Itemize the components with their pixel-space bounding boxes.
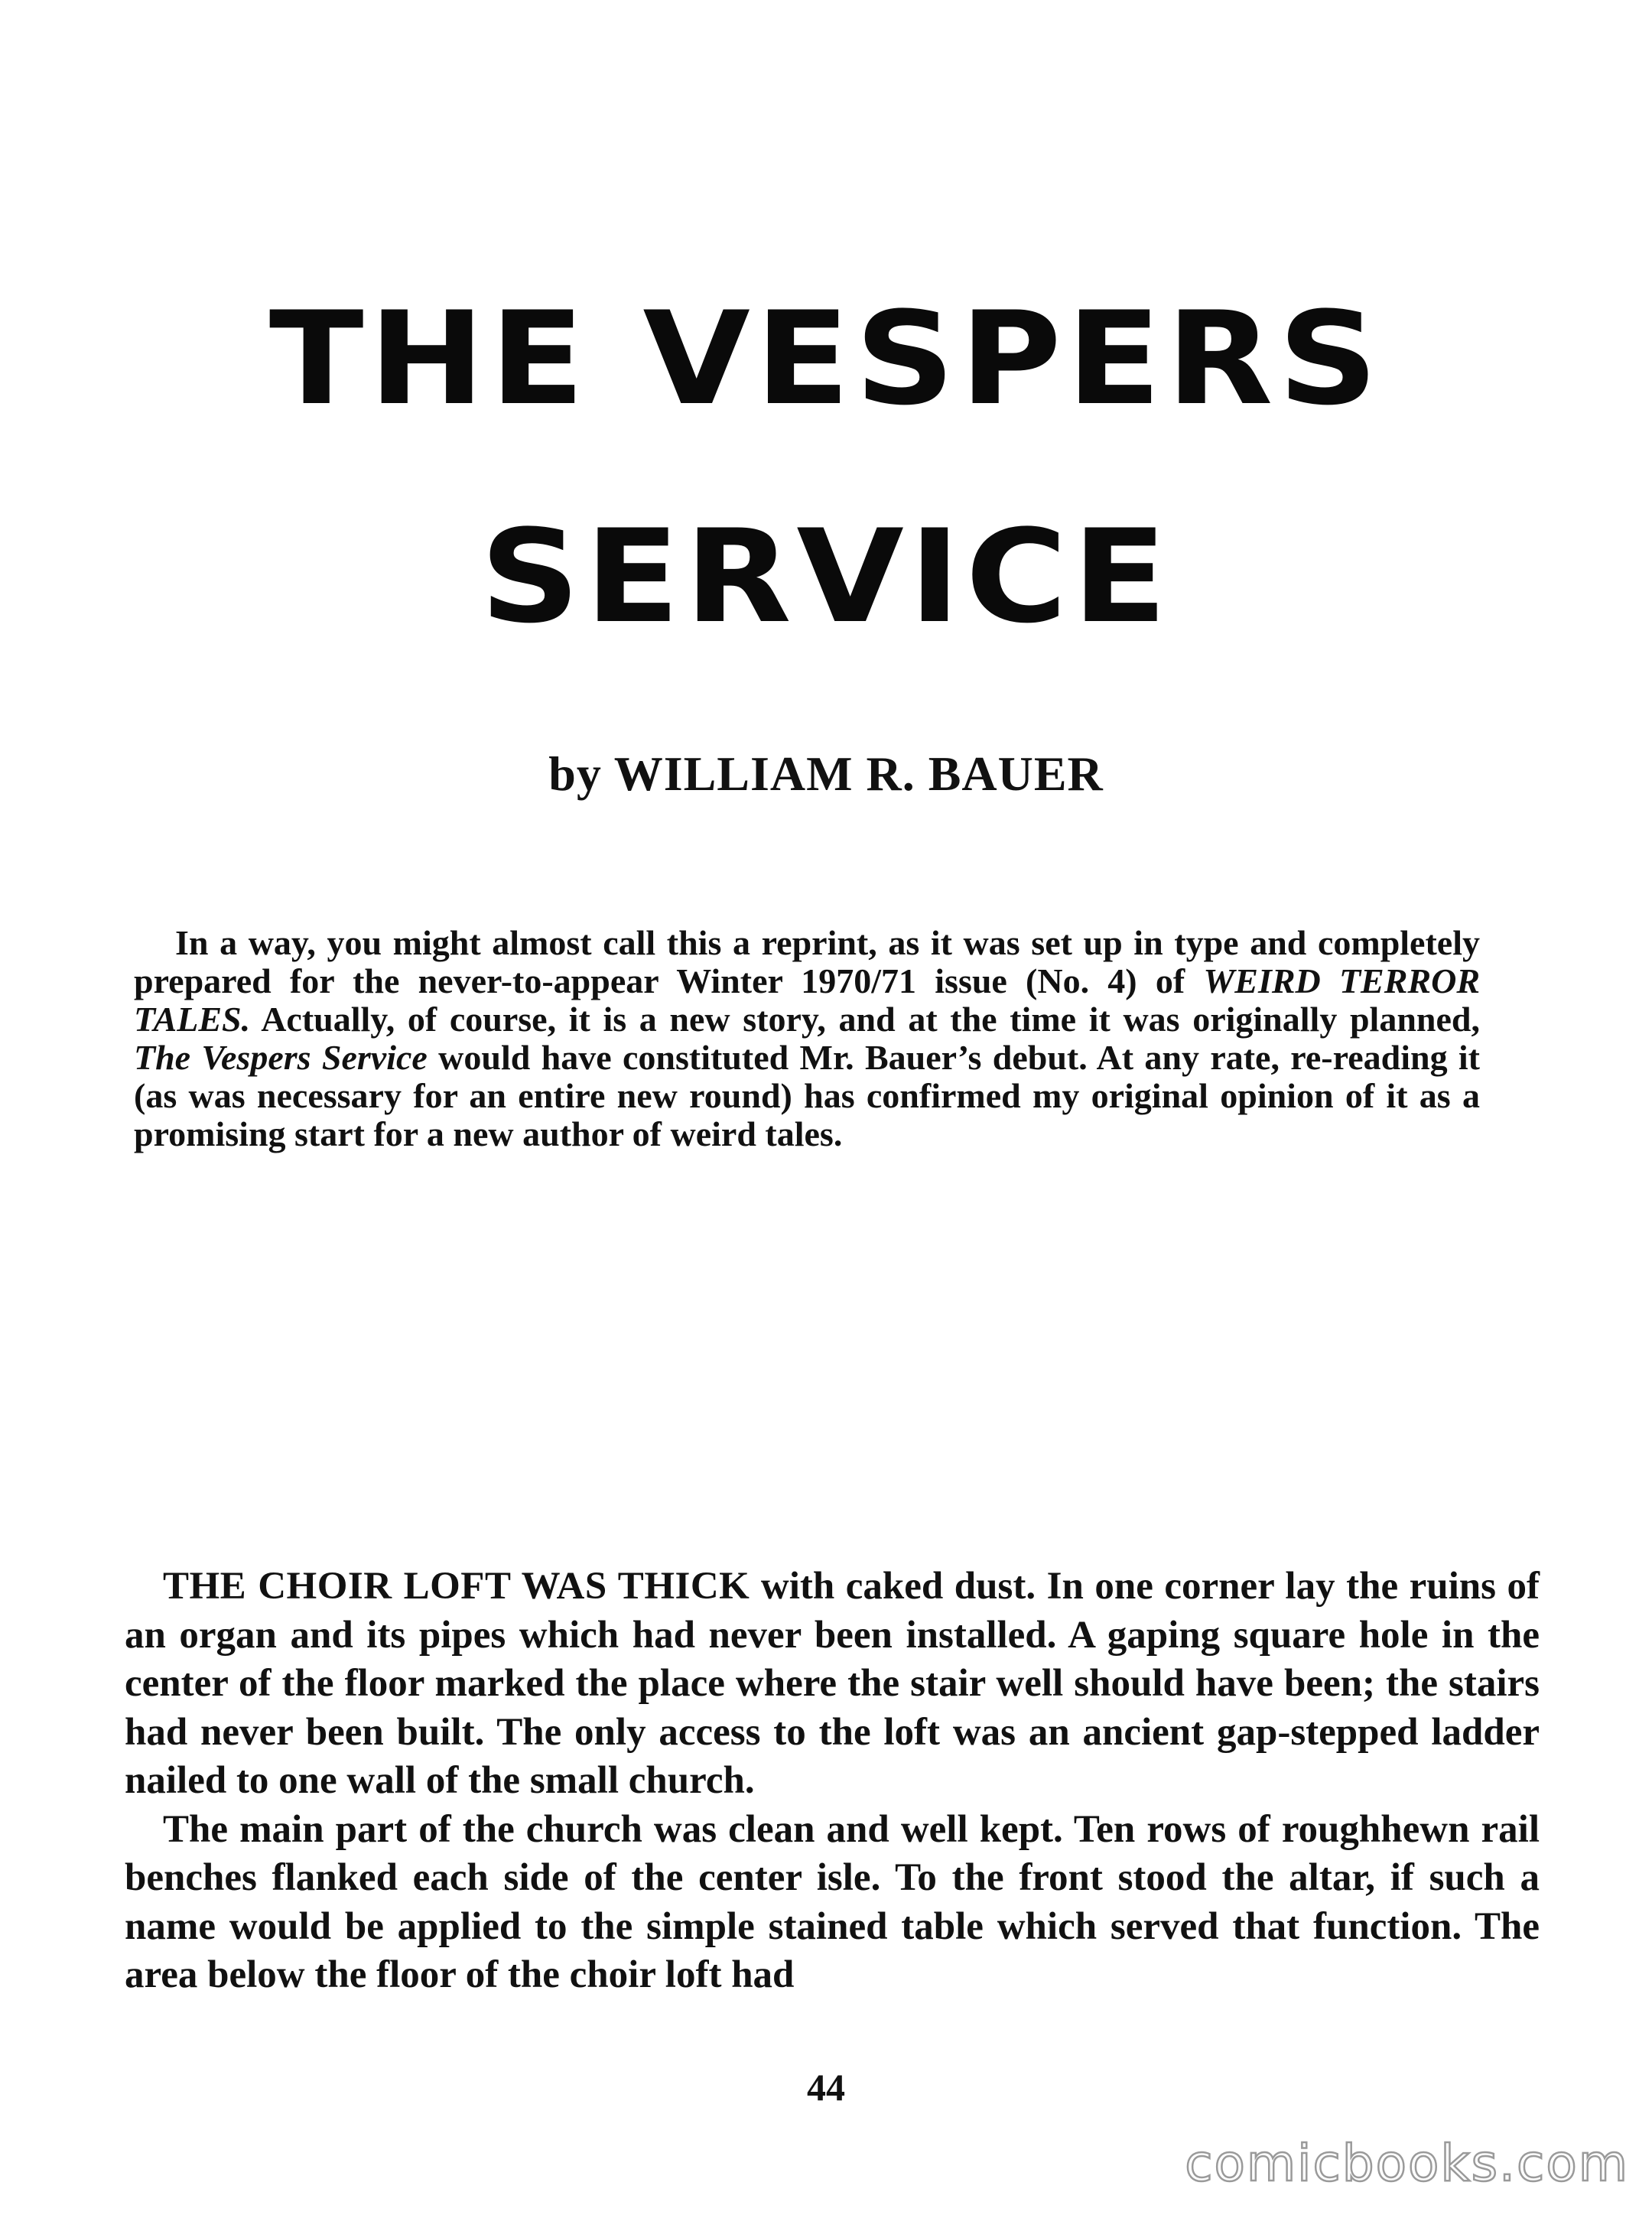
story-title-line-2: SERVICE [480, 502, 1172, 652]
watermark-logo: comicbooks.com [1185, 2134, 1629, 2193]
intro-text-1: In a way, you might almost call this a reprint, as it was set up in type and completely prepared for the never-to-appear Winter 1970/71 issue (No. 4) of [134, 923, 1480, 1000]
page-number: 44 [807, 2066, 845, 2109]
story-paragraph-1-text: with caked dust. In one corner lay the ruins of an organ and its pipes which had never been installed. A gaping square hole in the center of the floor marked the place where the stair well should have been; the stairs had never been built. The only access to the loft was an ancient gap-stepped ladder nailed to one wall of the small church. [125, 1565, 1540, 1802]
author-byline: by WILLIAM R. BAUER [548, 746, 1104, 801]
editor-introduction [134, 924, 1480, 1153]
intro-magazine-title: WEIRD TERROR TALES. [134, 961, 1480, 1039]
story-paragraph-2-text: The main part of the church was clean and well kept. Ten rows of roughhewn rail benches flanked each side of the center isle. To the front stood the altar, if such a name would be applied to the simple stained table which served that function. The area below the floor of the choir loft had [125, 1807, 1540, 1996]
intro-text-2: Actually, of course, it is a new story, and at the time it was originally planned, [250, 1000, 1480, 1039]
intro-text-3: would have constituted Mr. Bauer’s debut. At any rate, re-reading it (as was necessary for an entire new round) has confirmed my original opinion of it as a promising start for a new author of weird tales. [134, 1038, 1481, 1153]
story-title-line-1: THE VESPERS [268, 284, 1384, 434]
story-body [125, 1563, 1540, 2000]
story-paragraph-1 [125, 1563, 1540, 1806]
intro-story-title: The Vespers Service [134, 1038, 428, 1077]
story-paragraph-2 [125, 1806, 1540, 2000]
story-opening-caps: THE CHOIR LOFT WAS THICK [163, 1565, 750, 1608]
